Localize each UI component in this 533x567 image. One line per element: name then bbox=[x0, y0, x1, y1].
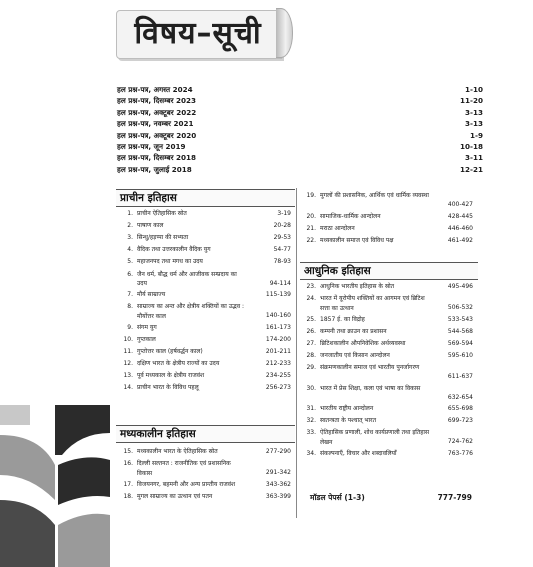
toc-row bbox=[119, 382, 291, 393]
toc-pages: 595-610 bbox=[447, 351, 473, 359]
toc-title: संगम युग bbox=[137, 323, 157, 331]
decorative-graphic bbox=[0, 405, 110, 567]
toc-number: 23. bbox=[306, 283, 316, 290]
toc-row bbox=[119, 346, 291, 357]
toc-pages: 29-53 bbox=[273, 234, 291, 242]
toc-row bbox=[302, 403, 473, 414]
toc-pages: 174-200 bbox=[265, 335, 291, 343]
toc-row bbox=[302, 350, 473, 361]
toc-pages: 569-594 bbox=[447, 339, 473, 347]
toc-row bbox=[302, 293, 473, 313]
toc-row bbox=[302, 362, 473, 382]
section-heading-modern: आधुनिक इतिहास bbox=[300, 262, 478, 280]
toc-number: 2. bbox=[127, 222, 133, 230]
toc-number: 33. bbox=[306, 429, 316, 437]
toc-number: 21. bbox=[306, 224, 316, 232]
toc-pages: 161-173 bbox=[265, 323, 291, 331]
solved-paper-label: हल प्रश्न-पत्र, दिसम्बर 2023 bbox=[117, 96, 197, 106]
toc-row bbox=[119, 256, 291, 267]
toc-row bbox=[302, 281, 473, 292]
toc-title: मध्यकालीन समाज एवं विविध पक्ष bbox=[320, 236, 394, 244]
toc-pages: 363-399 bbox=[265, 492, 291, 500]
solved-paper-row bbox=[117, 84, 483, 96]
toc-row bbox=[119, 289, 291, 300]
solved-paper-label: हल प्रश्न-पत्र, अक्टूबर 2020 bbox=[117, 130, 197, 140]
toc-number: 3. bbox=[127, 234, 133, 242]
solved-paper-row bbox=[117, 107, 483, 119]
toc-number: 13. bbox=[123, 372, 133, 379]
column-divider bbox=[296, 188, 297, 518]
toc-row bbox=[119, 479, 291, 490]
toc-pages: 140-160 bbox=[265, 312, 291, 320]
toc-number: 10. bbox=[123, 335, 133, 343]
toc-row bbox=[119, 458, 291, 478]
toc-title: संक्रमणकालीन समाज एवं भारतीय पुनर्जागरण bbox=[320, 364, 420, 371]
toc-pages: 291-342 bbox=[265, 469, 291, 477]
toc-row bbox=[302, 235, 473, 246]
toc-number: 19. bbox=[306, 192, 316, 199]
toc-title: सिन्धु/हड़प्पा की सभ्यता bbox=[137, 234, 189, 242]
toc-row bbox=[119, 370, 291, 381]
toc-pages: 544-568 bbox=[447, 327, 473, 335]
toc-number: 18. bbox=[123, 492, 133, 500]
toc-title: गुप्तकाल bbox=[137, 335, 156, 343]
toc-pages: 212-233 bbox=[265, 359, 291, 367]
toc-number: 26. bbox=[306, 327, 316, 335]
toc-row bbox=[302, 427, 473, 447]
solved-paper-label: हल प्रश्न-पत्र, नवम्बर 2021 bbox=[117, 119, 194, 129]
toc-title: वैदिक तथा उत्तरकालीन वैदिक युग bbox=[137, 246, 211, 254]
toc-number: 1. bbox=[127, 210, 133, 217]
toc-row bbox=[119, 334, 291, 345]
toc-number: 9. bbox=[127, 323, 133, 331]
toc-title: साम्राज्य का अन्त और क्षेत्रीय शक्तियों का उद्भव : मौर्योत्तर काल bbox=[137, 303, 245, 320]
solved-paper-pages: 3-11 bbox=[465, 153, 483, 163]
section-heading-ancient: प्राचीन इतिहास bbox=[116, 189, 295, 207]
toc-row bbox=[119, 244, 291, 255]
model-papers-label: मॉडल पेपर्स (1-3) bbox=[310, 493, 365, 502]
toc-number: 31. bbox=[306, 405, 316, 412]
toc-title: पूर्व मध्यकाल के क्षेत्रीय राजवंश bbox=[137, 372, 205, 379]
toc-number: 22. bbox=[306, 236, 316, 244]
toc-pages: 78-93 bbox=[273, 258, 291, 266]
toc-row bbox=[119, 491, 291, 502]
toc-title: जनजातीय एवं किसान आन्दोलन bbox=[320, 351, 390, 359]
toc-row bbox=[302, 415, 473, 426]
page-title: विषय–सूची bbox=[134, 16, 262, 51]
toc-row bbox=[302, 314, 473, 325]
toc-title: मुगलों की प्रशासनिक, आर्थिक एवं धार्मिक व्यवस्था bbox=[320, 192, 429, 199]
toc-number: 7. bbox=[127, 291, 133, 298]
toc-pages: 20-28 bbox=[273, 222, 291, 230]
toc-title: मुगल साम्राज्य का उत्थान एवं पतन bbox=[137, 492, 213, 500]
toc-number: 27. bbox=[306, 339, 316, 347]
toc-pages: 699-723 bbox=[447, 417, 473, 425]
toc-pages: 533-543 bbox=[447, 315, 473, 323]
toc-row bbox=[119, 446, 291, 457]
toc-title: सामाजिक-धार्मिक आन्दोलन bbox=[320, 212, 381, 220]
toc-row bbox=[119, 232, 291, 243]
solved-paper-label: हल प्रश्न-पत्र, अगस्त 2024 bbox=[117, 85, 193, 94]
toc-title: मौर्य साम्राज्य bbox=[137, 291, 166, 298]
toc-title: गुप्तोत्तर काल (हर्षवर्द्धन काल) bbox=[137, 347, 203, 355]
toc-row bbox=[119, 269, 291, 289]
toc-row bbox=[302, 383, 473, 403]
toc-title: दक्षिण भारत के क्षेत्रीय राज्यों का उदय bbox=[137, 359, 220, 367]
toc-title: आधुनिक भारतीय इतिहास के स्रोत bbox=[320, 283, 395, 290]
deco-leaf-top bbox=[55, 405, 110, 455]
model-papers-pages: 777-799 bbox=[437, 493, 472, 502]
toc-pages: 506-532 bbox=[447, 304, 473, 312]
solved-paper-pages: 3-13 bbox=[465, 107, 483, 117]
toc-title: मध्यकालीन भारत के ऐतिहासिक स्रोत bbox=[137, 448, 218, 455]
toc-pages: 763-776 bbox=[447, 449, 473, 457]
toc-pages: 446-460 bbox=[447, 224, 473, 232]
toc-title: महाजनपद तथा मगध का उदय bbox=[137, 258, 203, 266]
toc-title: पाषाण काल bbox=[137, 222, 164, 230]
toc-number: 4. bbox=[127, 246, 133, 254]
solved-paper-row bbox=[117, 118, 483, 130]
deco-leaf-low-right bbox=[58, 514, 110, 567]
toc-number: 11. bbox=[123, 347, 133, 355]
toc-pages: 428-445 bbox=[447, 212, 473, 220]
toc-pages: 115-139 bbox=[265, 291, 291, 298]
toc-title: स्वतन्त्रता के पश्चात् भारत bbox=[320, 417, 377, 425]
toc-pages: 94-114 bbox=[269, 279, 291, 287]
toc-number: 15. bbox=[123, 448, 133, 455]
toc-title: ऐतिहासिक प्रणाली, शोध कार्यप्रणाली तथा इतिहास लेखन bbox=[320, 429, 430, 446]
toc-title: मराठा आन्दोलन bbox=[320, 224, 355, 232]
toc-row bbox=[119, 220, 291, 231]
toc-number: 16. bbox=[123, 460, 133, 468]
toc-row bbox=[119, 358, 291, 369]
toc-row bbox=[302, 448, 473, 459]
toc-number: 5. bbox=[127, 258, 133, 266]
toc-number: 28. bbox=[306, 351, 316, 359]
toc-number: 20. bbox=[306, 212, 316, 220]
solved-paper-label: हल प्रश्न-पत्र, जून 2019 bbox=[117, 142, 186, 151]
toc-pages: 234-255 bbox=[265, 372, 291, 379]
toc-title: जैन धर्म, बौद्ध धर्म और आजीवक सम्प्रदाय का उदय bbox=[137, 270, 237, 287]
solved-paper-row bbox=[117, 164, 483, 176]
solved-paper-label: हल प्रश्न-पत्र, दिसम्बर 2018 bbox=[117, 153, 197, 163]
solved-paper-row bbox=[117, 152, 483, 164]
toc-title: भारत में प्रेस शिक्षा, कला एवं भाषा का विकास bbox=[320, 384, 421, 392]
toc-row bbox=[119, 301, 291, 321]
toc-pages: 724-762 bbox=[447, 438, 473, 446]
toc-pages: 256-273 bbox=[265, 384, 291, 392]
toc-title: भारतीय राष्ट्रीय आन्दोलन bbox=[320, 405, 374, 412]
toc-pages: 54-77 bbox=[273, 246, 291, 254]
toc-title: विजयनगर, बहमनी और अन्य प्रान्तीय राजवंश bbox=[137, 480, 236, 488]
toc-pages: 277-290 bbox=[265, 448, 291, 455]
toc-title: संकल्पनाएँ, विचार और शब्दावलियाँ bbox=[320, 449, 397, 457]
toc-pages: 201-211 bbox=[265, 347, 291, 355]
toc-title: दिल्ली सल्तनत : राजनीतिक एवं प्रशासनिक विकास bbox=[137, 460, 231, 477]
toc-number: 6. bbox=[127, 270, 133, 278]
toc-title: 1857 ई. का विद्रोह bbox=[320, 315, 365, 323]
toc-pages: 343-362 bbox=[265, 480, 291, 488]
toc-row bbox=[302, 338, 473, 349]
solved-paper-row bbox=[117, 95, 483, 107]
toc-row bbox=[119, 208, 291, 219]
toc-number: 29. bbox=[306, 364, 316, 371]
toc-number: 34. bbox=[306, 449, 316, 457]
toc-row bbox=[302, 211, 473, 222]
solved-paper-pages: 1-10 bbox=[465, 85, 483, 94]
solved-paper-pages: 3-13 bbox=[465, 119, 483, 129]
toc-row bbox=[302, 223, 473, 234]
toc-pages: 3-19 bbox=[277, 210, 291, 217]
toc-number: 25. bbox=[306, 315, 316, 323]
solved-paper-row bbox=[117, 141, 483, 153]
toc-number: 24. bbox=[306, 295, 316, 303]
toc-title: प्राचीन भारत के विविध पहलू bbox=[137, 384, 199, 392]
solved-paper-pages: 10-18 bbox=[460, 142, 483, 151]
toc-pages: 611-637 bbox=[447, 373, 473, 380]
toc-number: 12. bbox=[123, 359, 133, 367]
toc-row bbox=[302, 326, 473, 337]
solved-paper-label: हल प्रश्न-पत्र, जुलाई 2018 bbox=[117, 164, 192, 174]
toc-title: भारत में यूरोपीय शक्तियों का आगमन एवं ब्रिटिश सत्ता का उत्थान bbox=[320, 295, 425, 312]
deco-bar bbox=[0, 405, 30, 425]
toc-title: प्राचीन ऐतिहासिक स्रोत bbox=[137, 210, 187, 217]
toc-number: 30. bbox=[306, 384, 316, 392]
toc-number: 14. bbox=[123, 384, 133, 392]
solved-paper-row bbox=[117, 130, 483, 142]
section-heading-medieval: मध्यकालीन इतिहास bbox=[116, 425, 295, 443]
toc-pages: 461-492 bbox=[447, 236, 473, 244]
deco-leaf-low bbox=[0, 500, 55, 567]
solved-paper-label: हल प्रश्न-पत्र, अक्टूबर 2022 bbox=[117, 107, 197, 117]
model-papers-row bbox=[310, 491, 472, 505]
solved-paper-pages: 12-21 bbox=[460, 164, 483, 174]
toc-pages: 632-654 bbox=[447, 393, 473, 401]
solved-paper-pages: 11-20 bbox=[460, 96, 483, 106]
deco-leaf-mid-right bbox=[58, 457, 110, 505]
solved-paper-pages: 1-9 bbox=[470, 130, 483, 140]
deco-leaf-mid bbox=[0, 435, 55, 500]
toc-title: ब्रिटिशकालीन औपनिवेशिक अर्थव्यवस्था bbox=[320, 339, 406, 347]
toc-row bbox=[119, 322, 291, 333]
toc-pages: 495-496 bbox=[447, 283, 473, 290]
toc-number: 17. bbox=[123, 480, 133, 488]
toc-pages: 400-427 bbox=[447, 201, 473, 208]
toc-title: कम्पनी तथा क्राउन का प्रशासन bbox=[320, 327, 387, 335]
toc-number: 32. bbox=[306, 417, 316, 425]
toc-row bbox=[302, 190, 473, 210]
toc-pages: 655-698 bbox=[447, 405, 473, 412]
toc-number: 8. bbox=[127, 303, 133, 311]
